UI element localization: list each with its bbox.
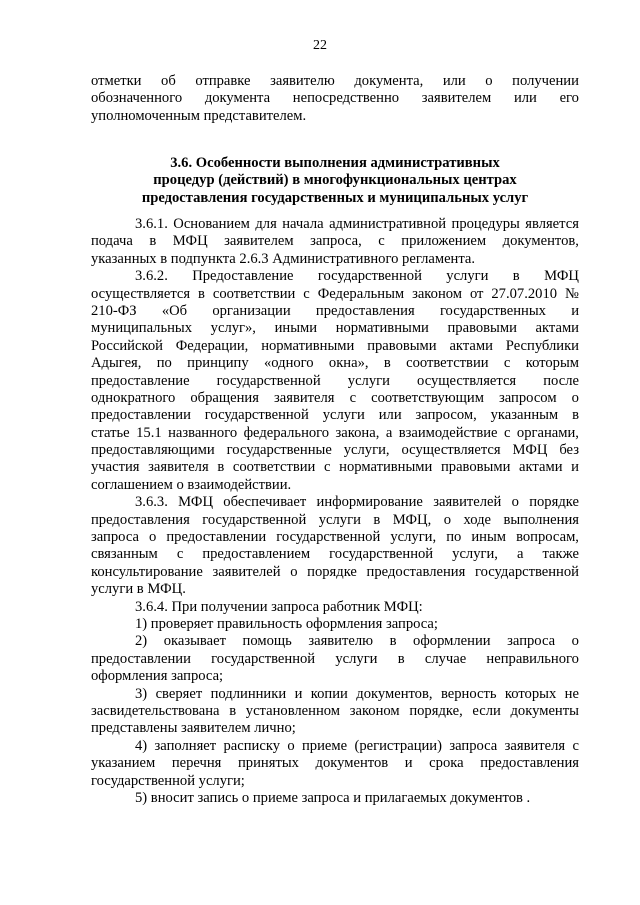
body-line: оформления запроса; [91, 668, 224, 685]
body-line: 3.6.4. При получении запроса работник МФЦ: [135, 598, 423, 615]
heading-line: процедур (действий) в многофункциональных центрах [153, 172, 517, 189]
body-line: 5) вносит запись о приеме запроса и прилагаемых документов . [135, 789, 531, 806]
body-line: 3) сверяет подлинники и копии документов, верность которых не [135, 685, 579, 702]
body-line: 2) оказывает помощь заявителю в оформлении запроса о [135, 633, 579, 650]
body-line: 3.6.2. Предоставление государственной услуги в МФЦ [135, 268, 579, 285]
intro-paragraph [91, 73, 579, 125]
body-line: 210-ФЗ «Об организации предоставления государственных и [91, 302, 579, 319]
page-number: 22 [313, 38, 327, 53]
section-heading [91, 155, 579, 207]
body-line: предоставления государственной услуги в МФЦ, о ходе выполнения [91, 511, 579, 528]
body-line: предоставлении государственной услуги в случае неправильного [91, 650, 579, 667]
section-body [91, 216, 579, 807]
body-line: 1) проверяет правильность оформления запроса; [135, 615, 438, 632]
body-line: услуги в МФЦ. [91, 581, 186, 598]
body-line: соглашением о взаимодействии. [91, 476, 292, 493]
body-line: осуществляется в соответствии с Федеральным законом от 27.07.2010 № [91, 285, 579, 302]
body-line: 3.6.3. МФЦ обеспечивает информирование заявителей о порядке [135, 494, 579, 511]
body-line: муниципальных услуг», иными нормативными правовыми актами [91, 320, 579, 337]
body-line: указанием перечня принятых документов и срока предоставления [91, 755, 579, 772]
heading-line: 3.6. Особенности выполнения административных [170, 155, 500, 171]
body-line: государственной услуги; [91, 772, 245, 789]
body-line: однократного обращения заявителя с соответствующим запросом о [91, 389, 579, 406]
body-line: 4) заполняет расписку о приеме (регистрации) запроса заявителя с [135, 737, 579, 754]
body-line: предоставление государственной услуги осуществляется после [91, 372, 579, 389]
body-line: статье 15.1 названного федерального закона, а взаимодействие с органами, [91, 424, 579, 441]
body-line: предоставлении государственной услуги или запросом, указанным в [91, 407, 579, 424]
intro-line: обозначенного документа непосредственно заявителем или его [91, 90, 579, 107]
body-line: участия заявителя в соответствии с нормативными правовыми актами и [91, 459, 579, 476]
body-line: консультирование заявителей о порядке предоставления государственной [91, 563, 579, 580]
body-line: указанных в подпункта 2.6.3 Административного регламента. [91, 250, 476, 267]
body-line: подача в МФЦ заявителем запроса, с приложением документов, [91, 233, 579, 250]
body-line: запроса о предоставлении государственной услуги, по иным вопросам, [91, 529, 579, 546]
body-line: засвидетельствована в установленном законом порядке, если документы [91, 702, 579, 719]
body-line: связанным с предоставлением государственной услуги, а также [91, 546, 579, 563]
intro-line: отметки об отправке заявителю документа, или о получении [91, 73, 579, 89]
body-line: представлены заявителем лично; [91, 720, 296, 737]
body-line: предоставляющими государственные услуги, осуществляется МФЦ без [91, 442, 579, 459]
heading-line: предоставления государственных и муниципальных услуг [141, 189, 529, 206]
body-line: 3.6.1. Основанием для начала административной процедуры является [135, 216, 579, 232]
intro-line: уполномоченным представителем. [91, 107, 307, 124]
body-line: Российской Федерации, нормативными правовыми актами Республики [91, 337, 579, 354]
body-line: Адыгея, по принципу «одного окна», в соответствии с которым [91, 355, 579, 372]
